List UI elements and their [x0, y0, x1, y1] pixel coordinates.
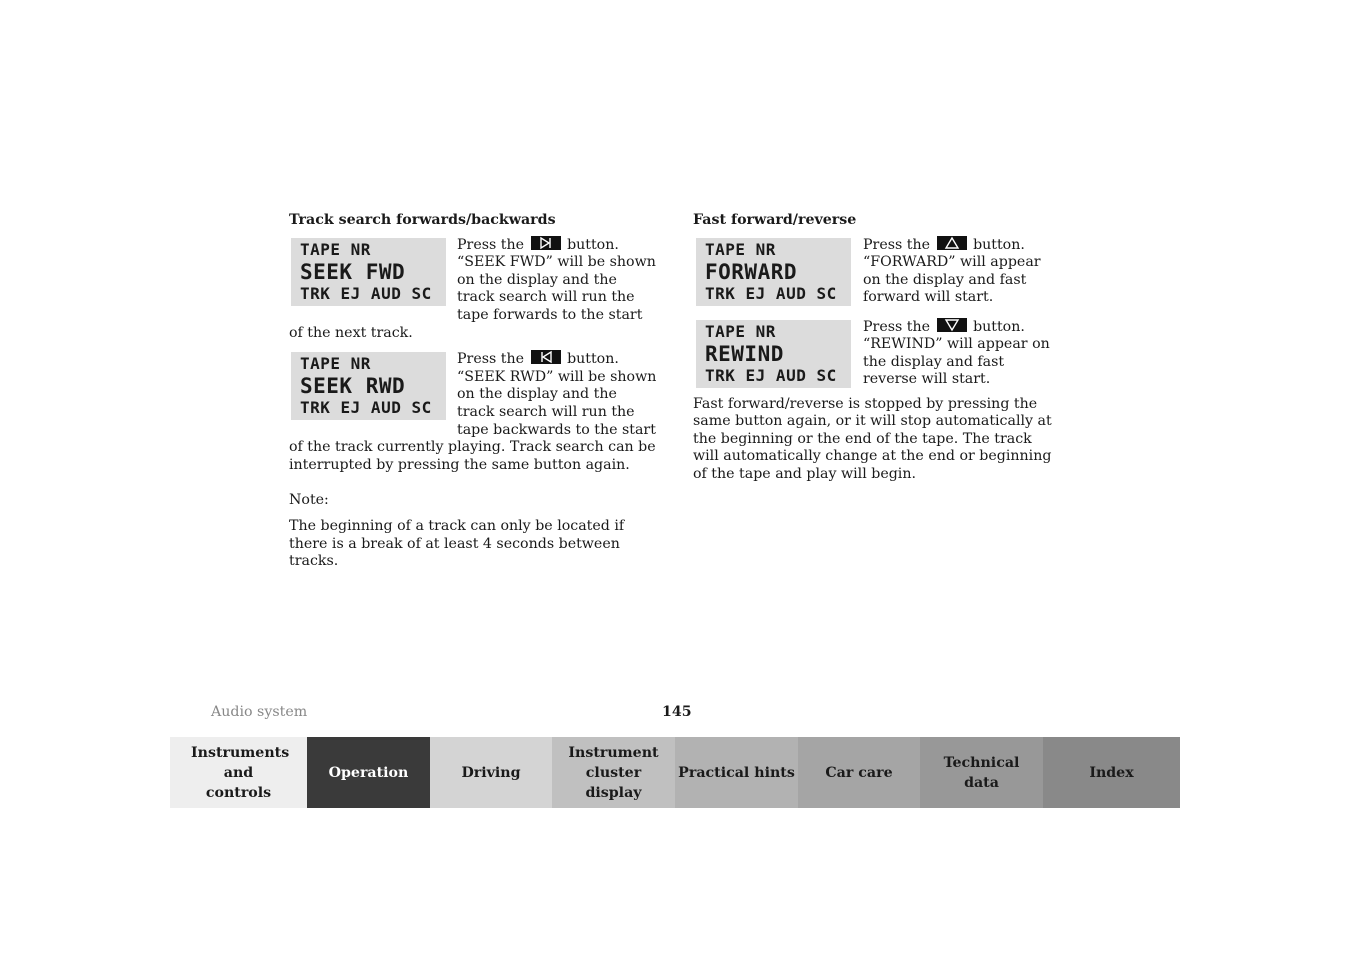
- lcd-line-1: TAPE NR: [300, 239, 371, 259]
- lcd-line-2: SEEK FWD: [300, 259, 406, 284]
- lcd-line-3: TRK EJ AUD SC: [705, 283, 837, 303]
- nav-tab-label: Driving: [461, 764, 521, 781]
- nav-tab-label: Car care: [825, 764, 893, 781]
- right-column: [693, 212, 1061, 484]
- lcd-line-2: REWIND: [705, 341, 784, 366]
- lcd-line-1: TAPE NR: [300, 354, 371, 374]
- lcd-line-3: TRK EJ AUD SC: [300, 398, 432, 418]
- forward-description: “FORWARD” will appear on the display and fast forward will start.: [863, 254, 1041, 306]
- lcd-line-1: TAPE NR: [705, 239, 776, 259]
- page-number: 145: [662, 704, 692, 720]
- lcd-line-2: SEEK RWD: [300, 374, 406, 399]
- section-heading-track-search: Track search forwards/backwards: [289, 212, 556, 228]
- lcd-line-2: FORWARD: [705, 259, 798, 284]
- note-text: The beginning of a track can only be located if there is a break of at least 4 seconds between tracks.: [289, 517, 625, 570]
- rewind-description: “REWIND” will appear on the display and fast reverse will start.: [863, 336, 1050, 388]
- nav-tab-driving[interactable]: [430, 737, 552, 808]
- lcd-display-rewind: [696, 320, 851, 388]
- lcd-line-1: TAPE NR: [705, 321, 776, 341]
- lcd-display-seek-fwd: [291, 238, 446, 306]
- rewind-block: [693, 318, 1061, 392]
- press-the-label: Press the: [863, 236, 931, 253]
- nav-tab-operation[interactable]: [307, 737, 430, 808]
- left-column: [289, 212, 657, 571]
- nav-tab-instruments-and-controls[interactable]: [170, 737, 307, 808]
- chapter-nav-bar: [170, 737, 1180, 808]
- nav-tab-instrument-cluster-display[interactable]: [552, 737, 675, 808]
- nav-tab-label: Index: [1089, 764, 1134, 781]
- lcd-display-forward: [696, 238, 851, 306]
- nav-tab-label: Operation: [328, 764, 409, 781]
- nav-tab-practical-hints[interactable]: [675, 737, 798, 808]
- nav-tab-label: Instruments and controls: [191, 744, 290, 801]
- nav-tab-technical-data[interactable]: [920, 737, 1043, 808]
- press-the-label: Press the: [863, 318, 931, 335]
- skip-back-icon: [531, 350, 561, 364]
- up-triangle-icon: [937, 236, 967, 250]
- lcd-line-3: TRK EJ AUD SC: [300, 283, 432, 303]
- button-label: button.: [973, 318, 1025, 335]
- nav-tab-label: Technical data: [943, 754, 1020, 791]
- note-label: Note:: [289, 492, 329, 509]
- section-label: Audio system: [211, 704, 308, 720]
- press-the-label: Press the: [457, 351, 525, 368]
- seek-rwd-description: “SEEK RWD” will be shown on the display and the track search will run the tape backwards to the start of the track currently playing. Track search can be interrupted by pressing the same button again.: [289, 368, 657, 473]
- down-triangle-icon: [937, 318, 967, 332]
- seek-fwd-description: “SEEK FWD” will be shown on the display and the track search will run the tape forwards to the start of the next track.: [289, 254, 656, 341]
- lcd-display-seek-rwd: [291, 352, 446, 420]
- lcd-line-3: TRK EJ AUD SC: [705, 365, 837, 385]
- forward-block: [693, 236, 1061, 310]
- fast-forward-paragraph: Fast forward/reverse is stopped by pressing the same button again, or it will stop automatically at the beginning or the end of the tape. The track will automatically change at the end or beginning of the tape and play will begin.: [693, 395, 1052, 482]
- section-heading-fast-forward: Fast forward/reverse: [693, 212, 857, 228]
- button-label: button.: [567, 236, 619, 253]
- button-label: button.: [973, 236, 1025, 253]
- nav-tab-label: Instrument cluster display: [568, 744, 659, 801]
- nav-tab-car-care[interactable]: [798, 737, 920, 808]
- seek-rwd-block: [289, 350, 657, 474]
- button-label: button.: [567, 351, 619, 368]
- seek-fwd-block: [289, 236, 657, 343]
- nav-tab-index[interactable]: [1043, 737, 1180, 808]
- press-the-label: Press the: [457, 236, 525, 253]
- nav-tab-label: Practical hints: [678, 764, 795, 781]
- skip-forward-icon: [531, 236, 561, 250]
